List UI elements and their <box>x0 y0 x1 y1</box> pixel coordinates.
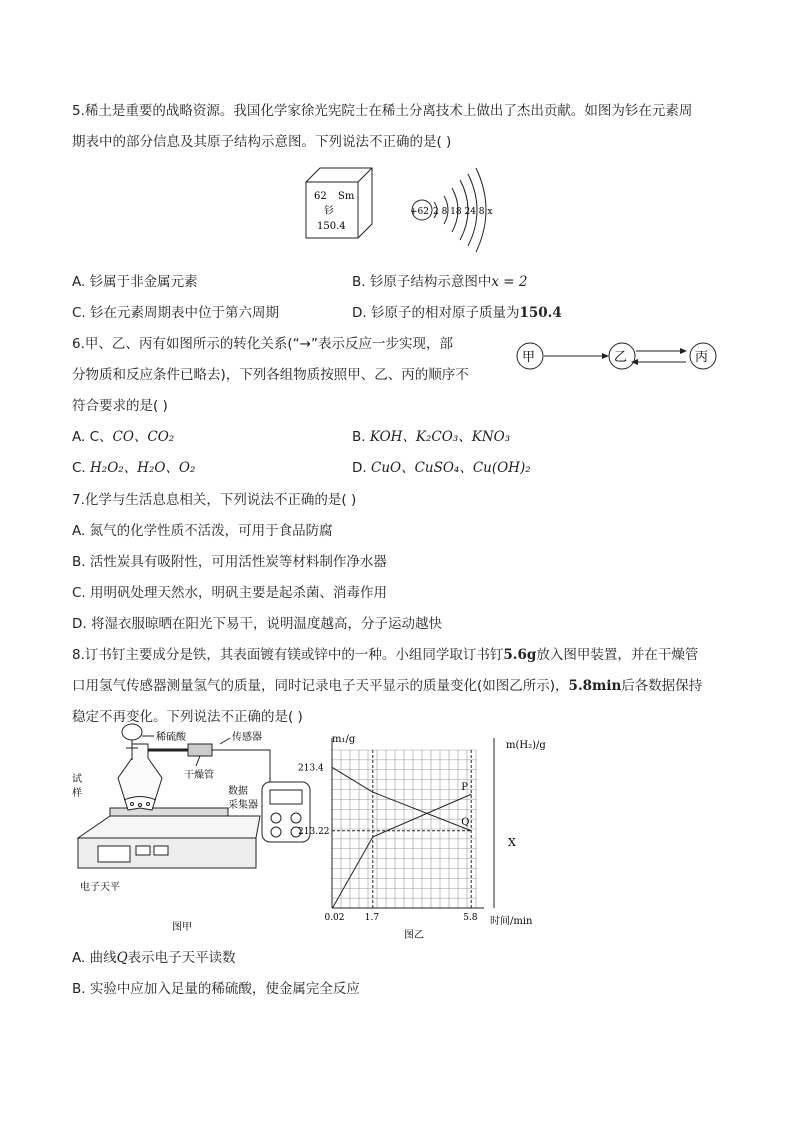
q7-option-d[interactable]: D. 将湿衣服晾晒在阳光下易干，说明温度越高，分子运动越快 <box>72 616 442 632</box>
y-tick-label: 213.4 <box>298 763 324 774</box>
caption-yi: 图乙 <box>404 930 424 941</box>
q6-option-d-math: CuO、CuSO₄、Cu(OH)₂ <box>370 460 531 476</box>
q6-transformation-diagram <box>510 338 724 374</box>
q6-option-a-math: CO、CO₂ <box>112 429 175 445</box>
q6-option-c[interactable] <box>72 453 195 484</box>
label-sensor: 传感器 <box>232 732 262 743</box>
label-collector-1: 数据 <box>228 786 248 797</box>
q6-option-b[interactable] <box>352 422 510 453</box>
x-tick-label: 5.8 <box>463 913 478 923</box>
q8-line1-b: 放入图甲装置，并在干燥管 <box>536 647 699 663</box>
y-axis-left-label: m₁/g <box>332 734 356 745</box>
node-yi: 乙 <box>614 350 628 365</box>
q7-option-a[interactable]: A. 氮气的化学性质不活泼，可用于食品防腐 <box>72 523 333 539</box>
electron-shells: 2 8 18 24 8 x <box>433 207 493 217</box>
q5-line1: 5.稀土是重要的战略资源。我国化学家徐光宪院士在稀土分离技术上做出了杰出贡献。如图为钐在元素周 <box>72 103 693 119</box>
q5-line2: 期表中的部分信息及其原子结构示意图。下列说法不正确的是( ) <box>72 134 452 150</box>
q7-option-c[interactable]: C. 用明矾处理天然水，明矾主要是起杀菌、消毒作用 <box>72 585 388 601</box>
series-p-line <box>332 794 471 908</box>
q8-option-b[interactable]: B. 实验中应加入足量的稀硫酸，使金属完全反应 <box>72 981 360 997</box>
right-axis-x-label: X <box>508 836 516 849</box>
atomic-number: 62 <box>314 191 327 202</box>
q7-stem: 7.化学与生活息息相关，下列说法不正确的是( ) <box>72 492 357 508</box>
chart-grid <box>332 750 476 908</box>
element-symbol: Sm <box>338 191 355 202</box>
q8-line1 <box>72 640 698 671</box>
q6-option-a[interactable] <box>72 422 174 453</box>
q8-option-a-b: 表示电子天平读数 <box>127 950 236 966</box>
q5-option-d-value: 150.4 <box>519 305 562 321</box>
label-sample-2: 样 <box>72 788 82 799</box>
x-axis-label: 时间/min <box>490 916 533 927</box>
q6-option-d[interactable] <box>352 453 531 484</box>
q5-option-d[interactable] <box>352 298 562 329</box>
q5-option-c[interactable]: C. 钐在元素周期表中位于第六周期 <box>72 305 280 321</box>
y-axis-right-label: m(H₂)/g <box>506 740 546 751</box>
q5-option-b-math: x = 2 <box>491 274 528 290</box>
q6-option-b-label: B. <box>352 429 370 445</box>
atomic-mass: 150.4 <box>317 221 346 232</box>
label-sample-1: 试 <box>72 774 82 785</box>
q6-option-a-label: A. C、 <box>72 429 113 445</box>
q8-option-a-math: Q <box>116 950 128 966</box>
node-bing: 丙 <box>695 350 709 365</box>
element-card <box>306 168 372 238</box>
atom-structure-diagram <box>410 168 492 252</box>
element-name: 钐 <box>324 206 334 217</box>
q7-option-b[interactable]: B. 活性炭具有吸附性，可用活性炭等材料制作净水器 <box>72 554 387 570</box>
q8-option-a[interactable] <box>72 943 236 974</box>
q8-line2 <box>72 671 702 702</box>
q8-option-a-a: A. 曲线 <box>72 950 117 966</box>
q5-option-b-text: B. 钐原子结构示意图中 <box>352 274 492 290</box>
label-balance: 电子天平 <box>80 882 120 893</box>
q8-line2-b: 后各数据保持 <box>621 678 703 694</box>
q8-line3: 稳定不再变化。下列说法不正确的是( ) <box>72 709 303 725</box>
q6-option-b-math: KOH、K₂CO₃、KNO₃ <box>369 429 511 445</box>
q8-mass-value: 5.6g <box>503 647 537 663</box>
label-dryer: 干燥管 <box>184 770 214 781</box>
q6-option-c-label: C. <box>72 460 91 476</box>
series-q-label: Q <box>461 816 470 828</box>
q6-line3: 符合要求的是( ) <box>72 398 168 414</box>
y-tick-label: 213.22 <box>298 826 330 837</box>
q6-option-c-math: H₂O₂、H₂O、O₂ <box>90 460 196 476</box>
q8-line2-a: 口用氢气传感器测量氢气的质量，同时记录电子天平显示的质量变化(如图乙所示)， <box>72 678 569 694</box>
series-p-label: P <box>461 782 468 794</box>
label-collector-2: 采集器 <box>228 800 258 811</box>
node-jia: 甲 <box>522 350 536 365</box>
mass-time-chart <box>280 728 580 946</box>
label-acid: 稀硫酸 <box>156 732 186 743</box>
q5-option-a[interactable]: A. 钐属于非金属元素 <box>72 274 198 290</box>
caption-jia: 图甲 <box>172 922 192 933</box>
q5-option-d-text: D. 钐原子的相对原子质量为 <box>352 305 520 321</box>
q8-line1-a: 8.订书钉主要成分是铁，其表面镀有镁或锌中的一种。小组同学取订书钉 <box>72 647 504 663</box>
x-tick-label: 1.7 <box>364 913 380 923</box>
q6-line2: 分物质和反应条件已略去)，下列各组物质按照甲、乙、丙的顺序不 <box>72 367 469 383</box>
q6-option-d-label: D. <box>352 460 371 476</box>
q5-option-b[interactable] <box>352 267 527 298</box>
x-tick-label: 0.02 <box>324 913 345 923</box>
nucleus-charge: +62 <box>410 207 429 217</box>
samarium-figure <box>300 162 500 246</box>
q6-line1: 6.甲、乙、丙有如图所示的转化关系(“→”表示反应一步实现，部 <box>72 336 453 352</box>
q8-time-value: 5.8min <box>568 678 622 694</box>
